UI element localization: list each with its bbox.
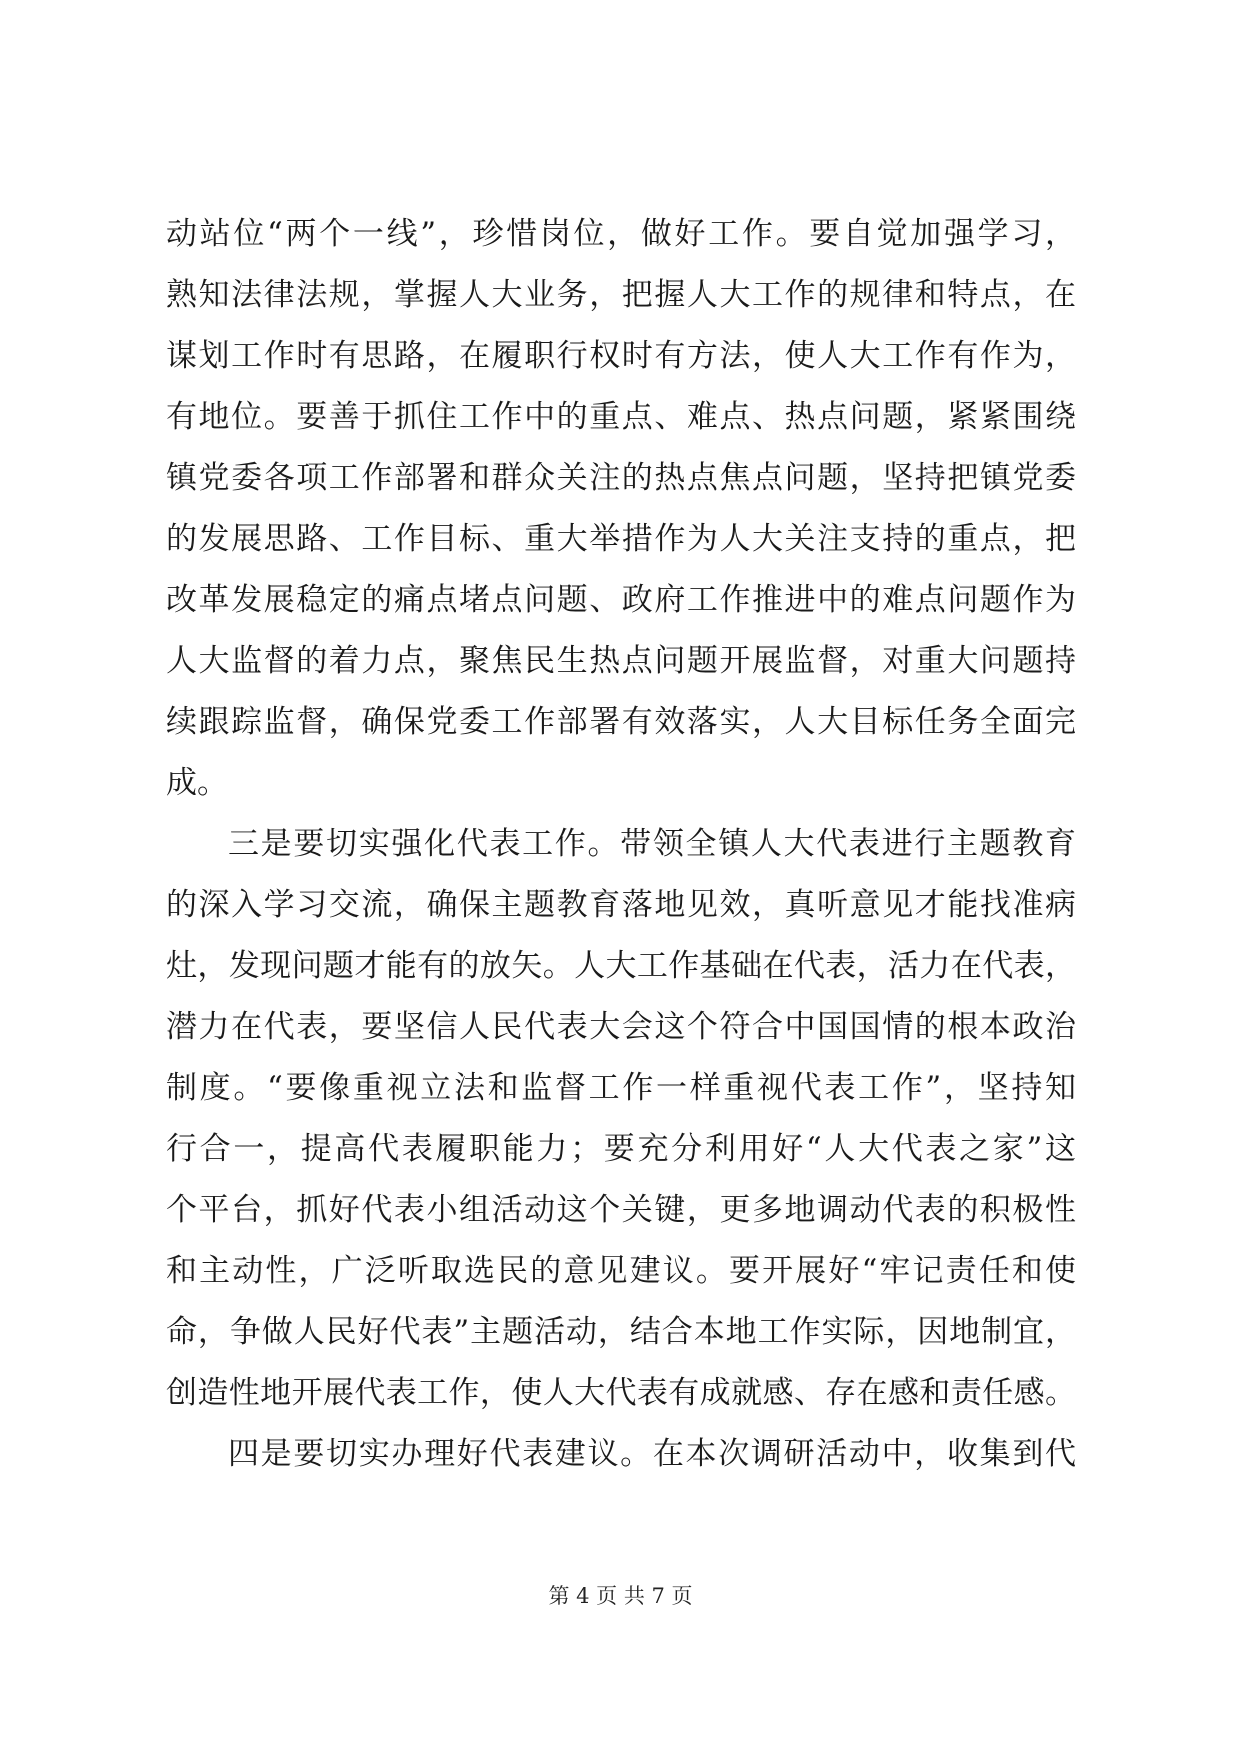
paragraph-start-line: 四是要切实办理好代表建议。在本次调研活动中，收集到代 (228, 1436, 1076, 1472)
text-line: 创造性地开展代表工作，使人大代表有成就感、存在感和责任感。 (166, 1375, 1076, 1411)
text-line: 镇党委各项工作部署和群众关注的热点焦点问题，坚持把镇党委 (166, 460, 1076, 496)
paragraph-start-line: 三是要切实强化代表工作。带领全镇人大代表进行主题教育 (228, 826, 1076, 862)
text-line: 制度。“要像重视立法和监督工作一样重视代表工作”，坚持知 (166, 1070, 1076, 1106)
text-line: 个平台，抓好代表小组活动这个关键，更多地调动代表的积极性 (166, 1192, 1076, 1228)
page-number-footer: 第 4 页 共 7 页 (548, 1584, 693, 1608)
text-line: 续跟踪监督，确保党委工作部署有效落实，人大目标任务全面完 (166, 704, 1076, 740)
text-line: 动站位“两个一线”，珍惜岗位，做好工作。要自觉加强学习， (166, 216, 1076, 252)
text-line: 和主动性，广泛听取选民的意见建议。要开展好“牢记责任和使 (166, 1253, 1076, 1289)
text-line: 熟知法律法规，掌握人大业务，把握人大工作的规律和特点，在 (166, 277, 1076, 313)
text-line: 成。 (166, 765, 228, 801)
text-line: 的发展思路、工作目标、重大举措作为人大关注支持的重点，把 (166, 521, 1076, 557)
document-body (166, 204, 1076, 1485)
text-line: 行合一，提高代表履职能力；要充分利用好“人大代表之家”这 (166, 1131, 1076, 1167)
text-line: 的深入学习交流，确保主题教育落地见效，真听意见才能找准病 (166, 887, 1076, 923)
text-line: 谋划工作时有思路，在履职行权时有方法，使人大工作有作为， (166, 338, 1076, 374)
text-line: 人大监督的着力点，聚焦民生热点问题开展监督，对重大问题持 (166, 643, 1076, 679)
text-line: 灶，发现问题才能有的放矢。人大工作基础在代表，活力在代表， (166, 948, 1076, 984)
text-line: 有地位。要善于抓住工作中的重点、难点、热点问题，紧紧围绕 (166, 399, 1076, 435)
text-line: 潜力在代表，要坚信人民代表大会这个符合中国国情的根本政治 (166, 1009, 1076, 1045)
text-line: 命，争做人民好代表”主题活动，结合本地工作实际，因地制宜， (166, 1314, 1076, 1350)
text-line: 改革发展稳定的痛点堵点问题、政府工作推进中的难点问题作为 (166, 582, 1076, 618)
